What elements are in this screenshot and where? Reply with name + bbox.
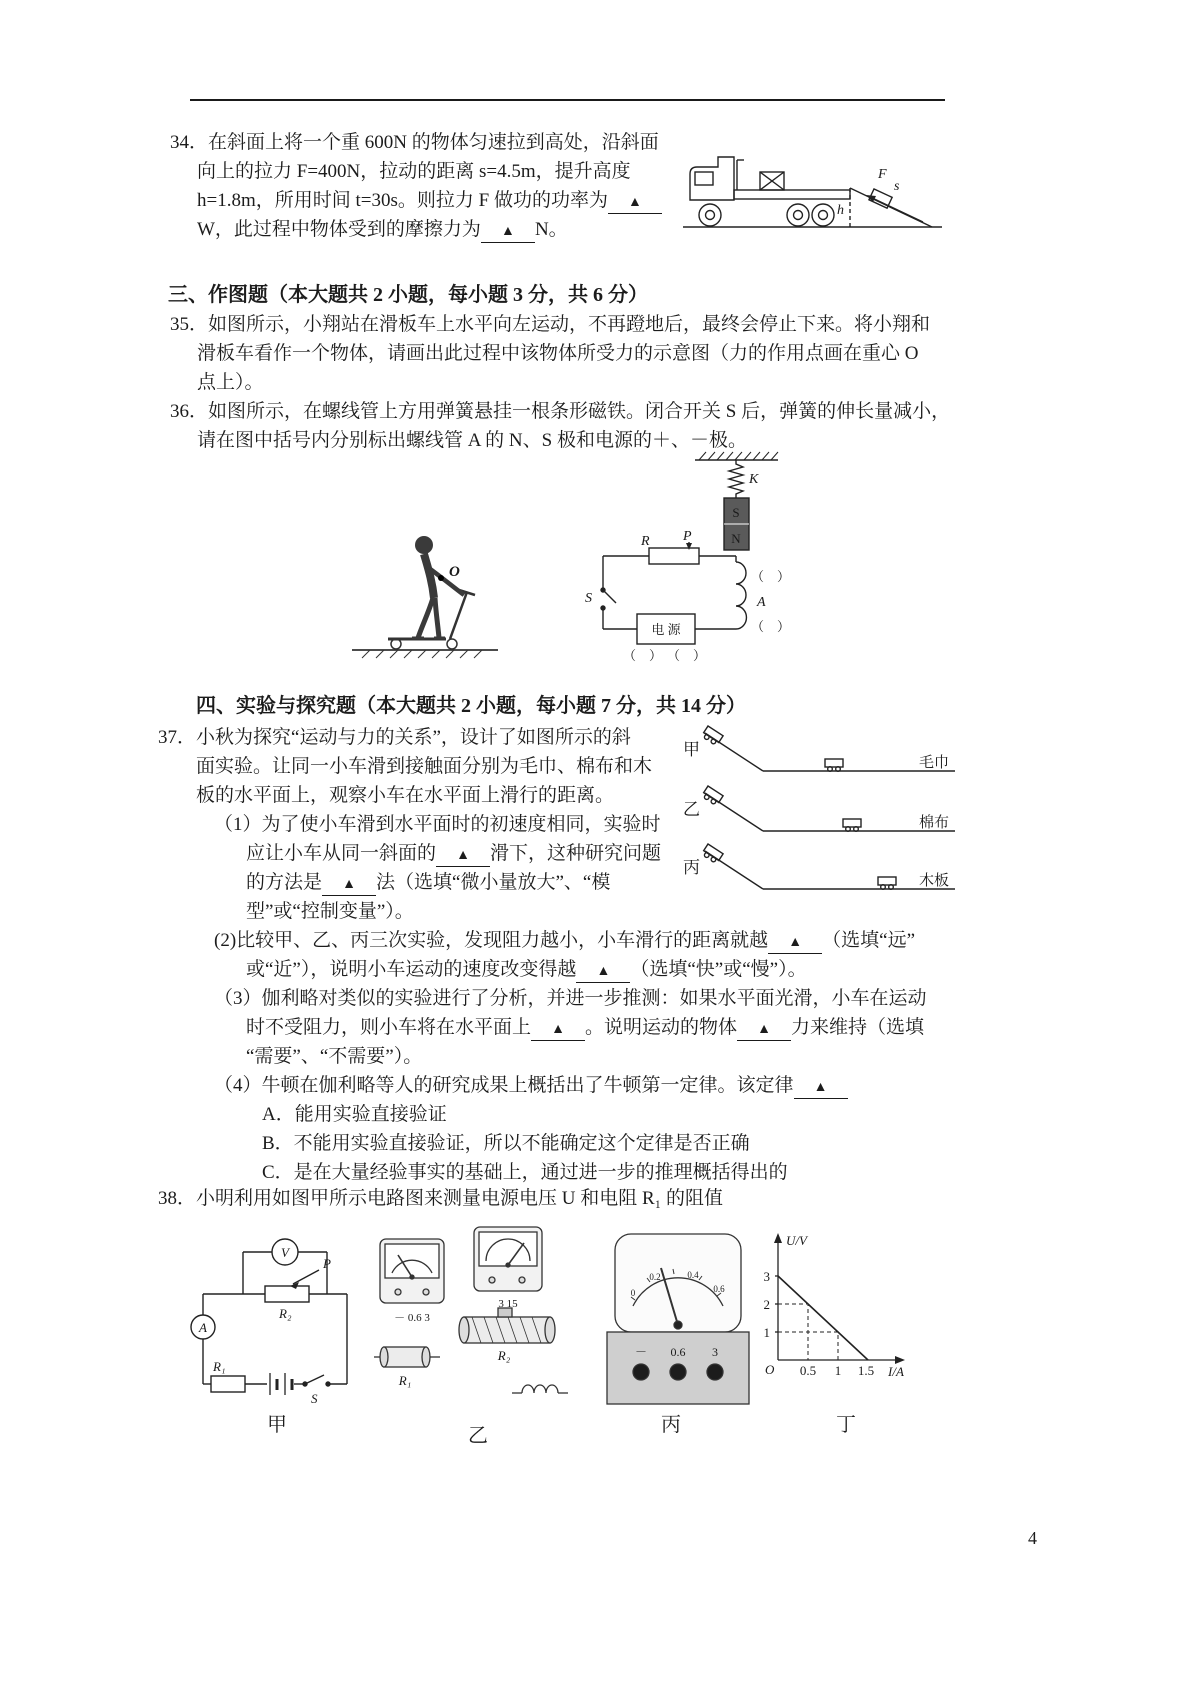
y-tick-1: 1 [763, 1325, 770, 1340]
q34-number: 34． [170, 132, 209, 153]
caption-yi: 乙 [468, 1425, 488, 1447]
R1-component-label: R₁ [398, 1373, 412, 1388]
label-F: F [878, 167, 887, 182]
scale-02: 0.2 [649, 1272, 661, 1282]
caption-jia: 甲 [267, 1414, 287, 1436]
R2-label: R₂ [279, 1306, 292, 1321]
switch-S-label: S [311, 1391, 318, 1406]
label-switch-S: S [585, 591, 592, 606]
terminal-3: 3 [712, 1345, 718, 1359]
y-tick-3: 3 [763, 1269, 770, 1284]
blank-marker: ▲ [788, 935, 803, 950]
answer-blank-p2a [768, 931, 822, 954]
q37-p1-text-3a: 的方法是 [246, 872, 323, 893]
q38-text-1: 小明利用如图甲所示电路图来测量电源电压 U 和电阻 R₁ 的阻值 [196, 1188, 724, 1209]
q37-p1-text-2b: 滑下，这种研究问题 [490, 843, 662, 864]
blank-marker: ▲ [501, 224, 515, 239]
scale-04: 0.4 [687, 1270, 699, 1280]
label-yi: 乙 [683, 800, 700, 819]
header-rule [190, 99, 945, 101]
label-maojin: 毛巾 [919, 755, 950, 771]
blank-marker: ▲ [757, 1022, 771, 1037]
q37-p1-text-2a: 应让小车从同一斜面的 [246, 843, 437, 864]
q37-option-c [262, 1158, 978, 1187]
y-axis-label: U/V [786, 1233, 807, 1248]
answer-blank-p3b [737, 1018, 791, 1041]
q36-text-1: 如图所示，在螺线管上方用弹簧悬挂一根条形磁铁。闭合开关 S 后，弹簧的伸长量减小， [208, 401, 951, 422]
bracket-power-left: （ ） [623, 648, 663, 663]
q34-text-2: 向上的拉力 F=400N，拉动的距离 s=4.5m，提升高度 [197, 161, 631, 182]
q37-option-a-text: A．能用实验直接验证 [262, 1104, 447, 1125]
q37-p2-line-2 [246, 955, 978, 984]
bracket-bottom: （ ） [751, 619, 791, 634]
question-36 [170, 397, 970, 455]
label-P: P [683, 529, 692, 544]
q37-p2-text-1b: （选填“远” [822, 930, 916, 951]
q35-line-2 [197, 339, 970, 368]
x-tick-1: 1 [834, 1363, 842, 1378]
q37-option-a [262, 1100, 978, 1129]
bracket-top: （ ） [751, 569, 791, 584]
ammeter-range-label: － 0.6 3 [394, 1312, 430, 1324]
answer-blank-p4 [794, 1076, 848, 1099]
q37-p4-line-1 [214, 1071, 978, 1100]
blank-marker: ▲ [628, 195, 642, 210]
center-of-gravity-dot [438, 575, 444, 581]
q37-option-b [262, 1129, 978, 1158]
section-4-title: 四、实验与探究题（本大题共 2 小题，每小题 7 分，共 14 分） [196, 695, 746, 717]
solenoid-circuit-figure [583, 450, 798, 665]
q38-line-1 [158, 1184, 1058, 1213]
q36-line-1 [170, 397, 970, 426]
x-tick-05: 0.5 [799, 1363, 817, 1378]
label-A-solenoid: A [757, 595, 766, 610]
scooter-figure [340, 518, 510, 666]
slider-P-label: P [323, 1256, 331, 1271]
question-34 [170, 128, 700, 244]
label-R: R [641, 534, 650, 549]
q34-line-4 [197, 215, 700, 244]
answer-blank-p1a [436, 844, 490, 867]
answer-blank-friction [481, 220, 535, 243]
section-3-title: 三、作图题（本大题共 2 小题，每小题 3 分，共 6 分） [168, 284, 648, 306]
q37-p4-text-1: （4）牛顿在伽利略等人的研究成果上概括出了牛顿第一定律。该定律 [214, 1075, 794, 1096]
q34-text-1: 在斜面上将一个重 600N 的物体匀速拉到高处，沿斜面 [208, 132, 659, 153]
q35-text-2: 滑板车看作一个物体，请画出此过程中该物体所受力的示意图（力的作用点画在重心 O [197, 343, 919, 364]
blank-marker: ▲ [813, 1080, 828, 1095]
label-s: s [894, 179, 900, 194]
q38-number: 38． [158, 1188, 197, 1209]
q37-p3-text-2b: 。说明运动的物体 [585, 1017, 738, 1038]
ammeter-label: A [199, 1320, 207, 1335]
answer-blank-p3a [531, 1018, 585, 1041]
q37-p2-line-1 [214, 926, 978, 955]
q37-p3-text-2a: 时不受阻力，则小车将在水平面上 [246, 1017, 532, 1038]
answer-blank-p2b [576, 960, 630, 983]
meters-and-resistors-figure [372, 1225, 577, 1440]
q34-line-2 [197, 157, 700, 186]
q37-p1-text-4: 型”或“控制变量”）。 [246, 901, 414, 922]
q37-p1-text-1: （1）为了使小车滑到水平面时的初速度相同，实验时 [214, 814, 661, 835]
R2-component-label: R₂ [497, 1348, 511, 1363]
blank-marker: ▲ [342, 877, 356, 892]
demo-ammeter-figure [603, 1230, 753, 1420]
q37-p3-text-2c: 力来维持（选填 [791, 1017, 925, 1038]
q34-text-3: h=1.8m，所用时间 t=30s。则拉力 F 做功的功率为 [197, 190, 608, 211]
scale-06: 0.6 [713, 1284, 725, 1294]
q37-option-b-text: B．不能用实验直接验证，所以不能确定这个定律是否正确 [262, 1133, 750, 1154]
blank-marker: ▲ [456, 848, 470, 863]
q36-text-2: 请在图中括号内分别标出螺线管 A 的 N、S 极和电源的＋、－极。 [197, 430, 747, 451]
q37-p3-text-3: “需要”、“不需要”）。 [246, 1046, 423, 1067]
label-S-pole: S [732, 505, 740, 520]
terminal-minus: － [634, 1345, 648, 1359]
q37-p2-text-1a: (2)比较甲、乙、丙三次实验，发现阻力越小，小车滑行的距离就越 [214, 930, 769, 951]
q35-number: 35． [170, 314, 209, 335]
q37-p3-line-1 [214, 984, 978, 1013]
q37-text-2: 面实验。让同一小车滑到接触面分别为毛巾、棉布和木 [196, 756, 653, 777]
circuit-diagram-figure [185, 1232, 365, 1417]
label-mianbu: 棉布 [919, 815, 950, 831]
q34-line-1 [170, 128, 700, 157]
q34-text-5: N。 [534, 219, 568, 240]
q37-p2-text-2b: （选填“快”或“慢”）。 [630, 959, 807, 980]
answer-blank-p1b [322, 873, 376, 896]
truck-ramp-figure [680, 130, 945, 235]
label-power: 电 源 [651, 622, 681, 637]
caption-ding: 丁 [836, 1414, 856, 1436]
q37-text-1: 小秋为探究“运动与力的关系”，设计了如图所示的斜 [196, 727, 631, 748]
label-jia: 甲 [683, 740, 700, 759]
scale-0: 0 [630, 1288, 636, 1298]
q34-line-3 [197, 186, 700, 215]
q37-p1-text-3b: 法（选填“微小量放大”、“模 [376, 872, 611, 893]
label-bing: 丙 [683, 858, 700, 877]
q37-p3-text-1: （3）伽利略对类似的实验进行了分析，并进一步推测：如果水平面光滑，小车在运动 [214, 988, 927, 1009]
page-number: 4 [1028, 1528, 1037, 1548]
q37-p2-text-2a: 或“近”），说明小车运动的速度改变得越 [246, 959, 577, 980]
q35-line-1 [170, 310, 970, 339]
blank-marker: ▲ [596, 964, 611, 979]
q37-p3-line-3 [246, 1042, 978, 1071]
ramp-experiment-figure [675, 723, 960, 908]
label-O: O [449, 564, 460, 580]
R1-label: R₁ [213, 1359, 226, 1374]
voltmeter-range-label: 3 15 [498, 1298, 518, 1310]
q37-p3-line-2 [246, 1013, 978, 1042]
voltmeter-label: V [281, 1245, 289, 1260]
q35-text-1: 如图所示，小翔站在滑板车上水平向左运动，不再蹬地后，最终会停止下来。将小翔和 [208, 314, 931, 335]
origin-label: O [765, 1362, 775, 1377]
q35-line-3 [197, 368, 970, 397]
q36-number: 36． [170, 401, 209, 422]
q37-number: 37． [158, 727, 197, 748]
question-35 [170, 310, 970, 397]
q37-text-3: 板的水平面上，观察小车在水平面上滑行的距离。 [196, 785, 615, 806]
blank-marker: ▲ [551, 1022, 565, 1037]
caption-bing: 丙 [661, 1414, 681, 1436]
ui-graph-figure [750, 1228, 915, 1388]
x-axis-label: I/A [888, 1364, 904, 1379]
label-h: h [837, 203, 844, 218]
terminal-06: 0.6 [670, 1345, 686, 1359]
question-38 [158, 1184, 1058, 1213]
q34-text-4: W，此过程中物体受到的摩擦力为 [197, 219, 481, 240]
q37-option-c-text: C．是在大量经验事实的基础上，通过进一步的推理概括得出的 [262, 1162, 788, 1183]
answer-blank-power [608, 191, 662, 214]
label-N-pole: N [731, 531, 741, 546]
q35-text-3: 点上）。 [197, 372, 264, 393]
label-muban: 木板 [919, 873, 950, 889]
y-tick-2: 2 [763, 1297, 770, 1312]
bracket-power-right: （ ） [667, 648, 707, 663]
x-tick-15: 1.5 [857, 1363, 875, 1378]
label-K: K [749, 472, 759, 487]
